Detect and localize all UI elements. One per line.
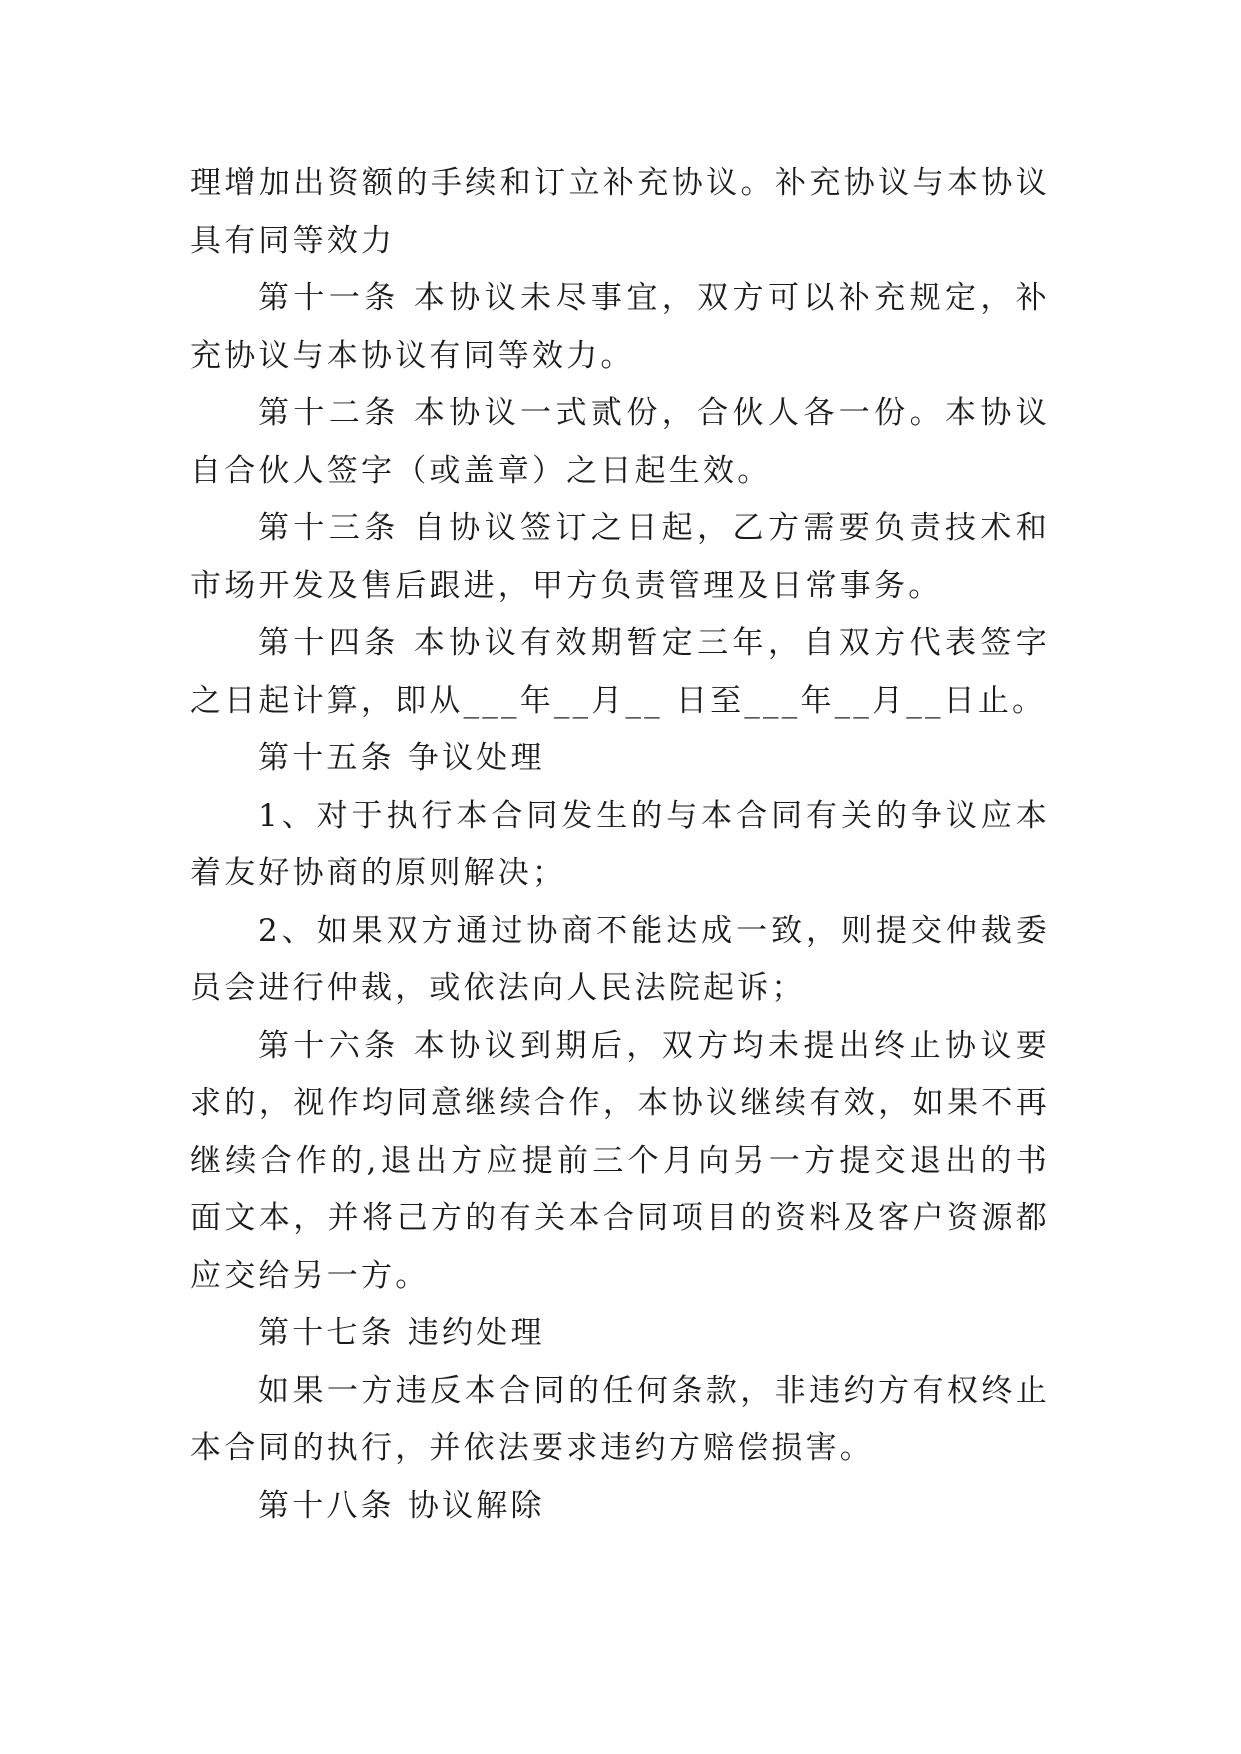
heading-article-17: 第十七条 违约处理 bbox=[258, 1315, 545, 1351]
paragraph-continuation: 理增加出资额的手续和订立补充协议。补充协议与本协议具有同等效力 bbox=[190, 165, 1050, 259]
heading-article-18: 第十八条 协议解除 bbox=[258, 1487, 545, 1524]
paragraph-breach-clause: 如果一方违反本合同的任何条款，非违约方有权终止本合同的执行，并依法要求违约方赔偿损害。 bbox=[190, 1372, 1050, 1466]
paragraph-article-16: 第十六条 本协议到期后，双方均未提出终止协议要求的，视作均同意继续合作，本协议继续有效，如果不再继续合作的,退出方应提前三个月向另一方提交退出的书面文本，并将己方的有关本合同项目的资料及客户资源都应交给另一方。 bbox=[190, 1027, 1050, 1294]
paragraph-article-11: 第十一条 本协议未尽事宜，双方可以补充规定，补充协议与本协议有同等效力。 bbox=[190, 280, 1050, 374]
paragraph-article-13: 第十三条 自协议签订之日起，乙方需要负责技术和市场开发及售后跟进，甲方负责管理及日常事务。 bbox=[190, 510, 1050, 604]
list-item-dispute-2: 2、如果双方通过协商不能达成一致，则提交仲裁委员会进行仲裁，或依法向人民法院起诉； bbox=[190, 912, 1050, 1006]
paragraph-article-12: 第十二条 本协议一式贰份，合伙人各一份。本协议自合伙人签字（或盖章）之日起生效。 bbox=[190, 395, 1050, 489]
heading-article-15: 第十五条 争议处理 bbox=[258, 740, 545, 776]
document-page bbox=[190, 155, 1050, 1535]
list-item-dispute-1: 1、对于执行本合同发生的与本合同有关的争议应本着友好协商的原则解决； bbox=[190, 797, 1050, 891]
paragraph-article-14: 第十四条 本协议有效期暂定三年，自双方代表签字之日起计算，即从___年__月__ 日至___年__月__日止。 bbox=[190, 625, 1050, 719]
